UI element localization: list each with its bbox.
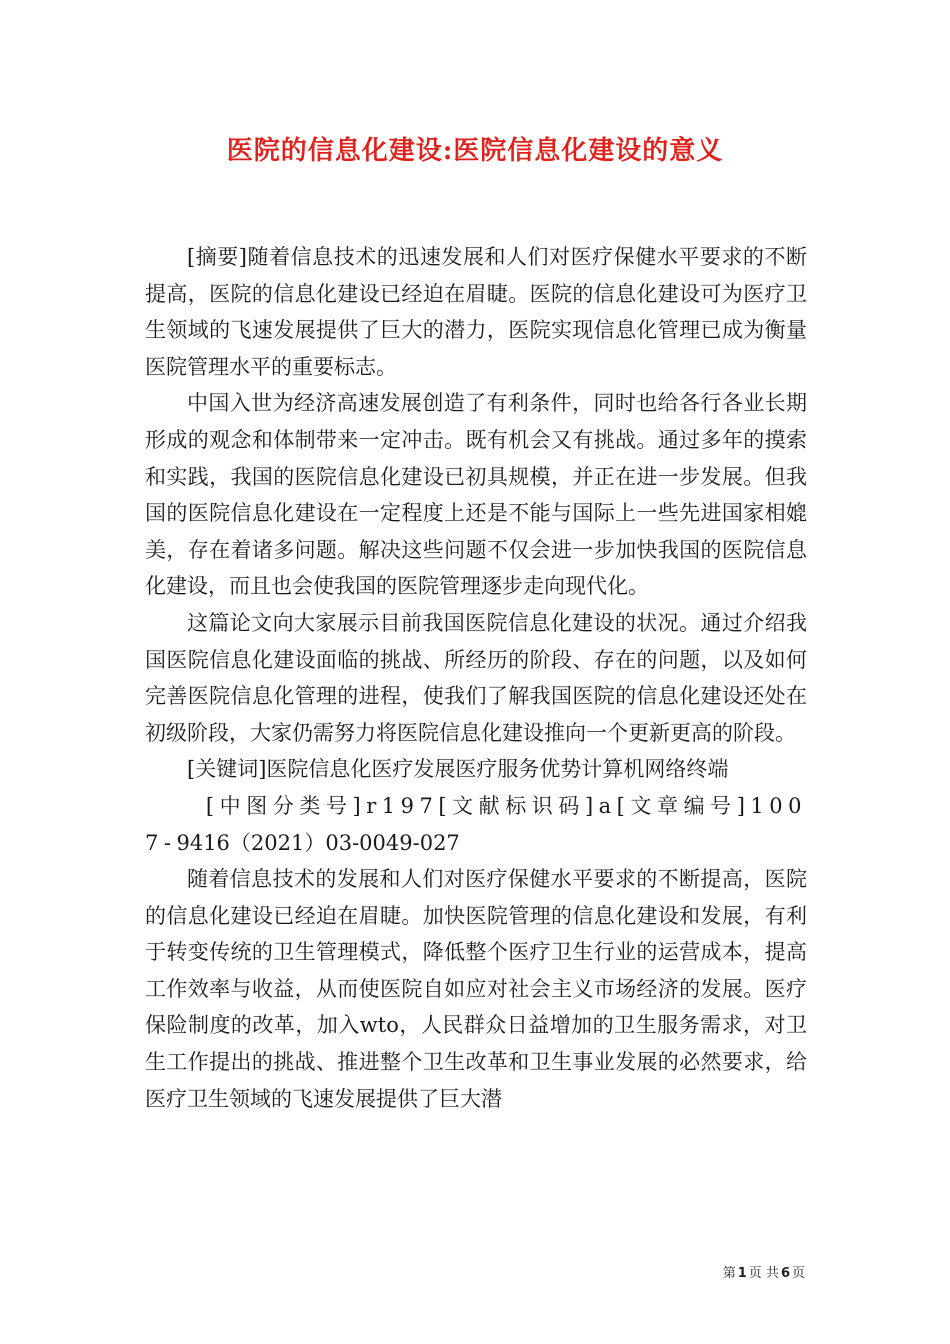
classification-article-number: 9416（2021）03-0049-027 (176, 830, 460, 855)
current-page-number: 1 (737, 1266, 747, 1281)
document-title: 医院的信息化建设:医院信息化建设的意义 (226, 136, 724, 166)
body-paragraph: 中国入世为经济高速发展创造了有利条件，同时也给各行各业长期形成的观念和体制带来一定冲击。既有机会又有挑战。通过多年的摸索和实践，我国的医院信息化建设已初具规模，并正在进一步发展。但我国的医院信息化建设在一定程度上还是不能与国际上一些先进国家相媲美，存在着诸多问题。解决这些问题不仅会进一步加快我国的医院信息化建设，而且也会使我国的医院管理逐步走向现代化。 (145, 391, 807, 599)
footer-suffix: 页 (791, 1266, 805, 1281)
document-body (145, 239, 807, 1117)
footer-prefix: 第 (722, 1266, 736, 1281)
body-paragraph: 随着信息技术的发展和人们对医疗保健水平要求的不断提高，医院的信息化建设已经迫在眉睫。加快医院管理的信息化建设和发展，有利于转变传统的卫生管理模式，降低整个医疗卫生行业的运营成本，提高工作效率与收益，从而使医院自如应对社会主义市场经济的发展。医疗保险制度的改革，加入wto，人民群众日益增加的卫生服务需求，对卫生工作提出的挑战、推进整个卫生改革和卫生事业发展的必然要求，给医疗卫生领域的飞速发展提供了巨大潜 (145, 867, 807, 1111)
classification-paragraph (145, 788, 807, 861)
page-footer (723, 1262, 805, 1281)
keywords-paragraph: [关键词]医院信息化医疗发展医疗服务优势计算机网络终端 (187, 757, 729, 782)
body-paragraph: 这篇论文向大家展示目前我国医院信息化建设的状况。通过介绍我国医院信息化建设面临的挑战、所经历的阶段、存在的问题，以及如何完善医院信息化管理的进程，使我们了解我国医院的信息化建设还处在初级阶段，大家仍需努力将医院信息化建设推向一个更新更高的阶段。 (145, 610, 807, 745)
classification-codes: [中图分类号]r197[文献标识码]a[文章编号]1007- (145, 793, 807, 855)
footer-middle: 页 共 (748, 1266, 779, 1281)
abstract-paragraph: [摘要]随着信息技术的迅速发展和人们对医疗保健水平要求的不断提高，医院的信息化建设已经迫在眉睫。医院的信息化建设可为医疗卫生领域的飞速发展提供了巨大的潜力，医院实现信息化管理已成为衡量医院管理水平的重要标志。 (145, 245, 807, 379)
total-pages-number: 6 (780, 1266, 790, 1281)
